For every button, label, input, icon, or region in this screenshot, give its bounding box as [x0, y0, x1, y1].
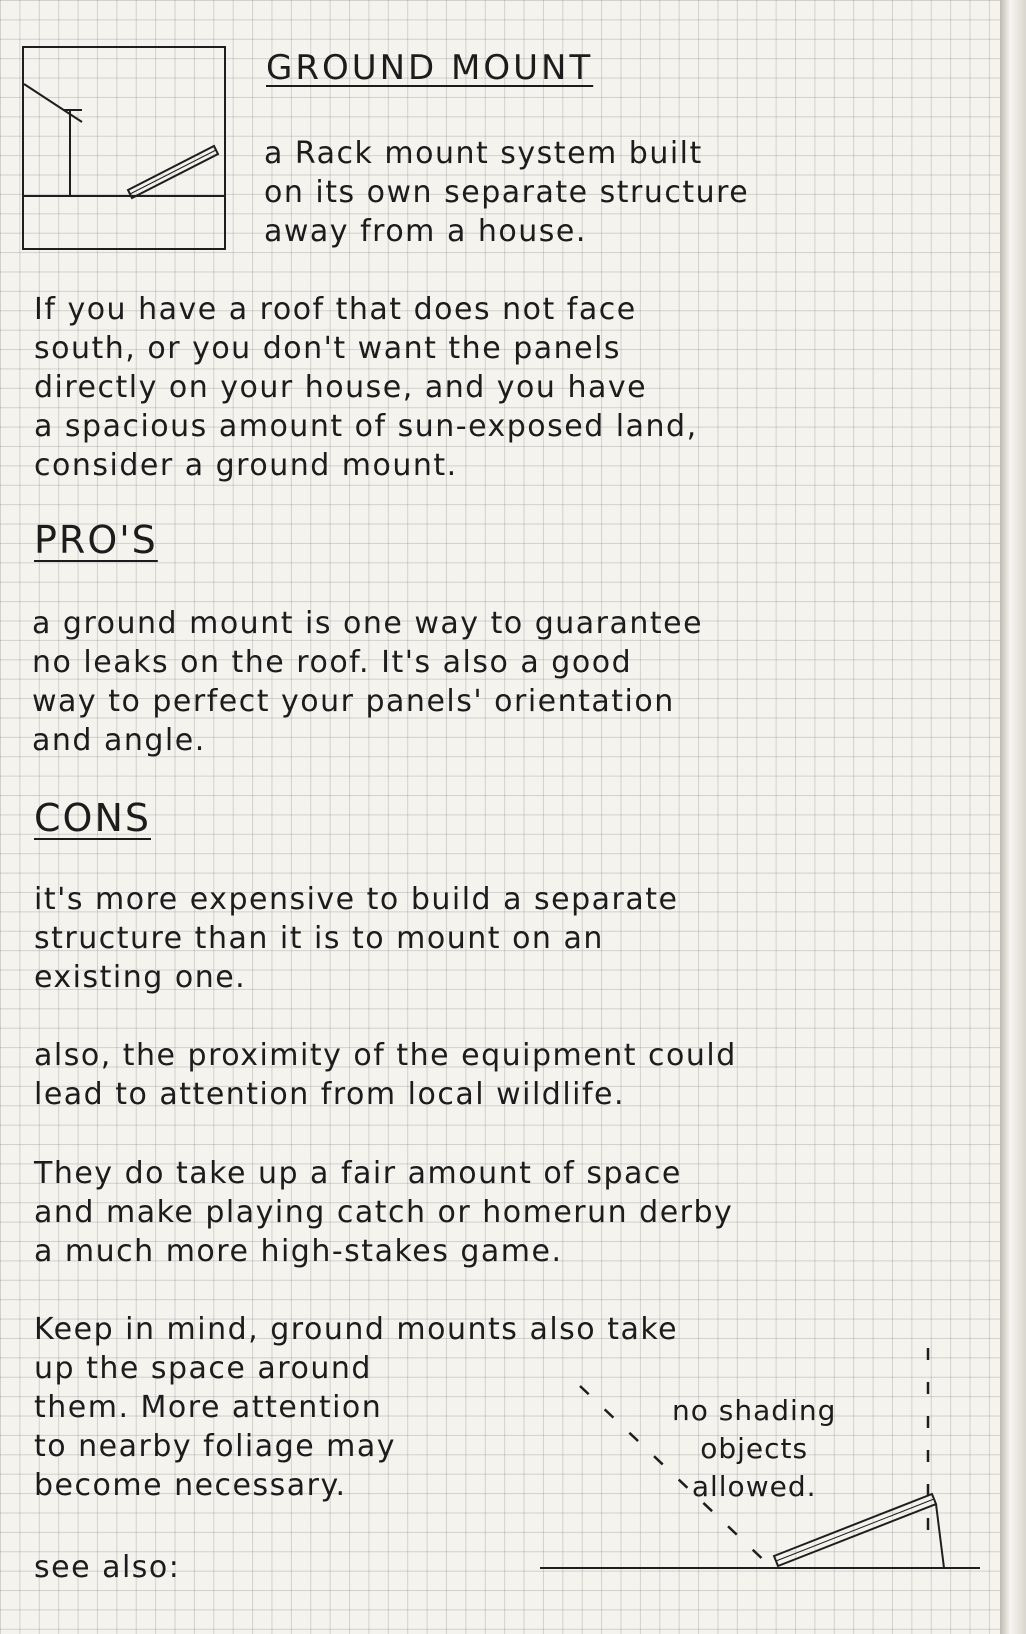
cons-paragraph-2: also, the proximity of the equipment could lead to attention from local wildlife.	[34, 1038, 737, 1112]
diagram-note: no shading objects allowed.	[672, 1394, 837, 1503]
page-title: GROUND MOUNT	[266, 48, 594, 88]
definition-text: a Rack mount system built on its own separate structure away from a house.	[264, 136, 750, 249]
cons-heading: CONS	[34, 796, 151, 840]
cons-paragraph-4: Keep in mind, ground mounts also take up the space around them. More attention to nearby foliage may become necessary.	[34, 1312, 679, 1503]
cons-paragraph-1: it's more expensive to build a separate structure than it is to mount on an existing one.	[34, 882, 679, 995]
pros-paragraph: a ground mount is one way to guarantee no leaks on the roof. It's also a good way to perfect your panels' orientation and angle.	[32, 606, 704, 758]
intro-paragraph: If you have a roof that does not face south, or you don't want the panels directly on your house, and you have a spacious amount of sun-exposed land, consider a ground mount.	[34, 292, 698, 483]
ground-mount-sketch-drawing	[24, 48, 224, 248]
cons-paragraph-3: They do take up a fair amount of space and make playing catch or homerun derby a much more high-stakes game.	[34, 1156, 734, 1269]
page-edge	[1000, 0, 1026, 1634]
see-also-label: see also:	[34, 1550, 181, 1585]
ground-mount-sketch	[22, 46, 226, 250]
pros-heading: PRO'S	[34, 518, 158, 562]
